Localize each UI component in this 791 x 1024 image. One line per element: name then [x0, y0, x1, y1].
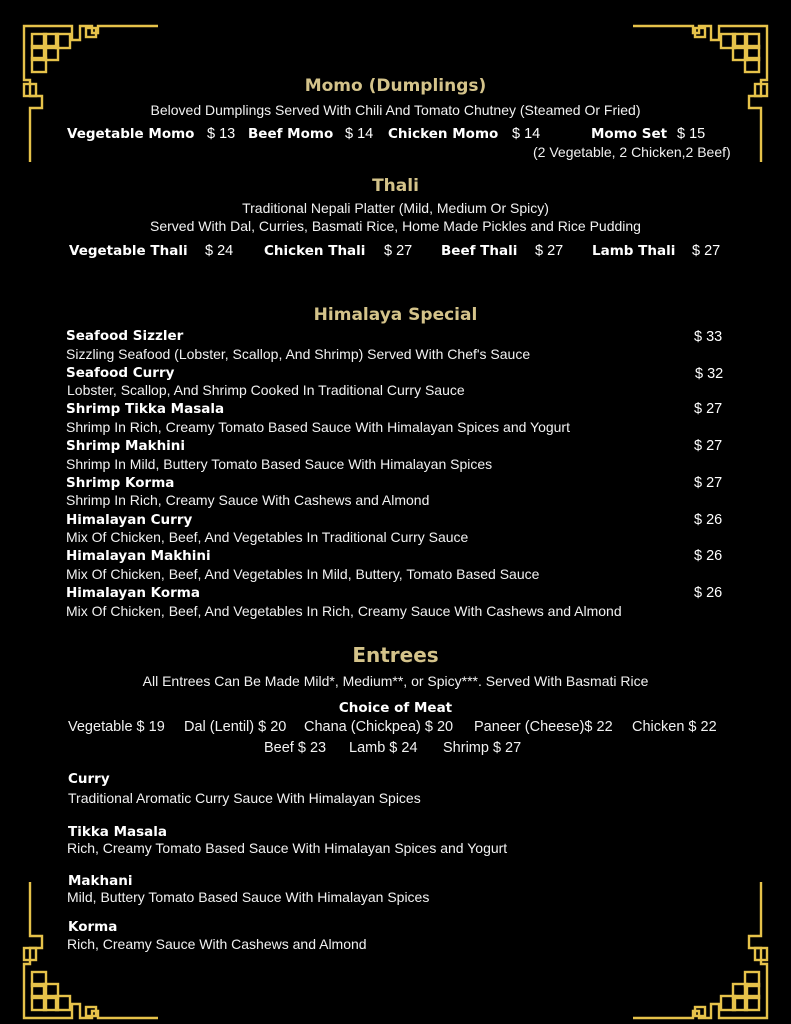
special-item-price: $ 32	[695, 366, 724, 382]
meat-option: Chana (Chickpea) $ 20	[304, 719, 454, 735]
menu-item-name: Beef Momo	[248, 126, 334, 142]
menu-item-name: Vegetable Momo	[67, 126, 195, 142]
special-item-name: Himalayan Makhini	[66, 548, 211, 564]
menu-item-name: Lamb Thali	[592, 243, 676, 259]
thali-subtitle-2: Served With Dal, Curries, Basmati Rice, Home Made Pickles and Rice Pudding	[150, 218, 641, 234]
special-item-price: $ 33	[694, 329, 723, 345]
menu-item-price: $ 24	[205, 243, 234, 259]
special-item-name: Seafood Sizzler	[66, 328, 184, 344]
special-item-price: $ 26	[694, 585, 723, 601]
special-item-name: Himalayan Curry	[66, 512, 193, 528]
menu-item-price: $ 27	[535, 243, 564, 259]
sauce-name: Tikka Masala	[68, 824, 168, 840]
menu-item-price: $ 15	[677, 126, 706, 142]
meat-option: Dal (Lentil) $ 20	[184, 719, 287, 735]
menu-item-price: $ 14	[512, 126, 541, 142]
sauce-desc: Rich, Creamy Sauce With Cashews and Almond	[67, 936, 367, 952]
sauce-name: Curry	[68, 771, 110, 787]
special-item-desc: Shrimp In Rich, Creamy Tomato Based Sauce With Himalayan Spices and Yogurt	[66, 419, 570, 435]
menu-item-price: $ 27	[384, 243, 413, 259]
meat-option: Paneer (Cheese)$ 22	[474, 719, 613, 735]
menu-item-name: Momo Set	[591, 126, 668, 142]
special-item-desc: Shrimp In Mild, Buttery Tomato Based Sauce With Himalayan Spices	[66, 456, 493, 472]
special-item-price: $ 27	[694, 438, 723, 454]
special-item-desc: Lobster, Scallop, And Shrimp Cooked In Traditional Curry Sauce	[67, 382, 465, 398]
menu-item-name: Vegetable Thali	[69, 243, 188, 259]
thali-subtitle-1: Traditional Nepali Platter (Mild, Medium Or Spicy)	[242, 200, 549, 216]
special-item-price: $ 26	[694, 548, 723, 564]
special-item-desc: Sizzling Seafood (Lobster, Scallop, And Shrimp) Served With Chef's Sauce	[66, 346, 531, 362]
meat-option: Chicken $ 22	[632, 719, 717, 735]
special-item-name: Shrimp Korma	[66, 475, 175, 491]
special-item-desc: Mix Of Chicken, Beef, And Vegetables In Traditional Curry Sauce	[66, 529, 469, 545]
special-item-price: $ 27	[694, 401, 723, 417]
momo-subtitle: Beloved Dumplings Served With Chili And Tomato Chutney (Steamed Or Fried)	[150, 102, 641, 118]
entrees-section-title: Entrees	[352, 643, 439, 667]
special-item-price: $ 26	[694, 512, 723, 528]
himalaya-special-section-title: Himalaya Special	[313, 305, 478, 325]
menu-item-price: $ 13	[207, 126, 236, 142]
sauce-desc: Rich, Creamy Tomato Based Sauce With Himalayan Spices and Yogurt	[67, 840, 508, 856]
special-item-name: Seafood Curry	[66, 365, 175, 381]
momo-set-note: (2 Vegetable, 2 Chicken,2 Beef)	[533, 144, 731, 160]
sauce-desc: Traditional Aromatic Curry Sauce With Himalayan Spices	[68, 790, 421, 806]
menu-item-name: Chicken Thali	[264, 243, 366, 259]
special-item-desc: Mix Of Chicken, Beef, And Vegetables In Rich, Creamy Sauce With Cashews and Almond	[66, 603, 622, 619]
meat-option: Shrimp $ 27	[443, 740, 522, 756]
meat-option: Beef $ 23	[264, 740, 327, 756]
meat-option: Lamb $ 24	[349, 740, 418, 756]
choice-of-meat-heading: Choice of Meat	[338, 700, 453, 716]
menu-item-name: Chicken Momo	[388, 126, 499, 142]
menu-item-price: $ 14	[345, 126, 374, 142]
special-item-price: $ 27	[694, 475, 723, 491]
thali-section-title: Thali	[372, 176, 419, 196]
sauce-name: Makhani	[68, 873, 133, 889]
menu-item-price: $ 27	[692, 243, 721, 259]
sauce-desc: Mild, Buttery Tomato Based Sauce With Himalayan Spices	[67, 889, 430, 905]
entrees-subtitle: All Entrees Can Be Made Mild*, Medium**, or Spicy***. Served With Basmati Rice	[142, 673, 649, 689]
special-item-desc: Mix Of Chicken, Beef, And Vegetables In Mild, Buttery, Tomato Based Sauce	[66, 566, 540, 582]
momo-section-title: Momo (Dumplings)	[304, 76, 487, 96]
corner-ornament-bottom-right	[611, 862, 771, 1022]
menu-item-name: Beef Thali	[441, 243, 518, 259]
special-item-name: Shrimp Makhini	[66, 438, 186, 454]
special-item-desc: Shrimp In Rich, Creamy Sauce With Cashews and Almond	[66, 492, 430, 508]
special-item-name: Shrimp Tikka Masala	[66, 401, 225, 417]
meat-option: Vegetable $ 19	[68, 719, 165, 735]
sauce-name: Korma	[68, 919, 118, 935]
special-item-name: Himalayan Korma	[66, 585, 200, 601]
